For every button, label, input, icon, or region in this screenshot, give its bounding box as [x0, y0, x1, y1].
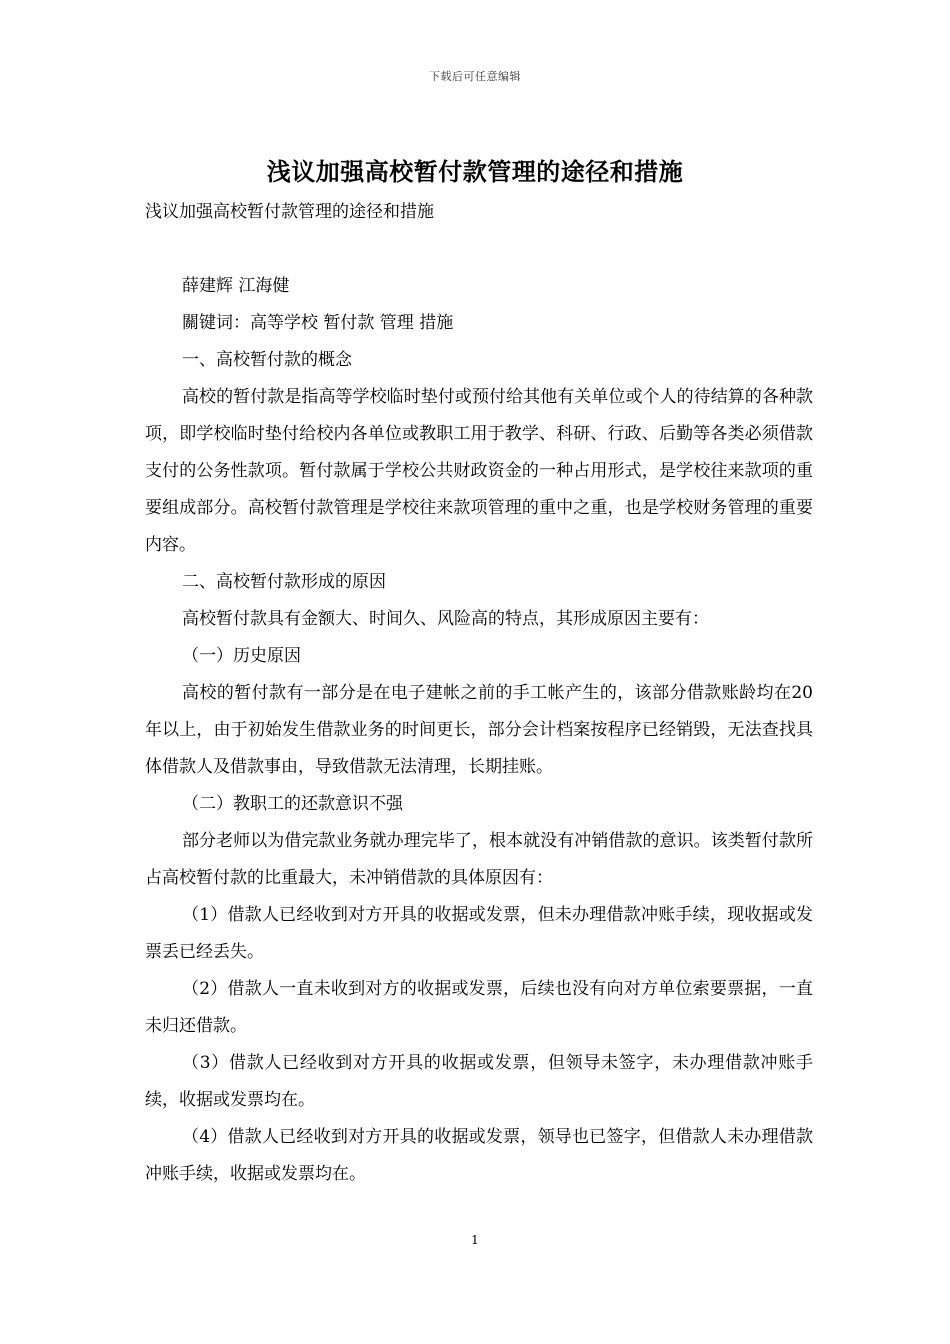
document-body [145, 194, 813, 1193]
paragraph: 高校暂付款具有金额大、时间久、风险高的特点，其形成原因主要有： [182, 609, 709, 629]
paragraph: 高校的暂付款有一部分是在电子建帐之前的手工帐产生的，该部分借款账龄均在20年以上，由于初始发生借款业务的时间更长，部分会计档案按程序已经销毁，无法查找具体借款人及借款事由，导致借款无法清理，长期挂账。 [145, 683, 813, 777]
document-title: 浅议加强高校暂付款管理的途径和措施 [266, 157, 684, 186]
list-item: （3）借款人已经收到对方开具的收据或发票，但领导未签字，未办理借款冲账手续，收据或发票均在。 [145, 1053, 813, 1110]
subsection-heading: （一）历史原因 [182, 646, 301, 666]
list-item: （1）借款人已经收到对方开具的收据或发票，但未办理借款冲账手续，现收据或发票丢已经丢失。 [145, 905, 813, 962]
subsection-heading: （二）教职工的还款意识不强 [182, 794, 403, 814]
keywords: 關键词：高等学校 暂付款 管理 措施 [182, 313, 454, 333]
list-item: （4）借款人已经收到对方开具的收据或发票，领导也已签字，但借款人未办理借款冲账手续，收据或发票均在。 [145, 1127, 813, 1184]
paragraph: 高校的暂付款是指高等学校临时垫付或预付给其他有关单位或个人的待结算的各种款项，即学校临时垫付给校内各单位或教职工用于教学、科研、行政、后勤等各类必须借款支付的公务性款项。暂付款属于学校公共财政资金的一种占用形式，是学校往来款项的重要组成部分。高校暂付款管理是学校往来款项管理的重中之重，也是学校财务管理的重要内容。 [145, 387, 813, 555]
section-heading: 一、高校暂付款的概念 [182, 350, 352, 370]
header-note: 下载后可任意编辑 [429, 70, 521, 83]
authors: 薛建辉 江海健 [182, 276, 290, 296]
section-heading: 二、高校暂付款形成的原因 [182, 572, 386, 592]
page-number: 1 [471, 1233, 479, 1247]
subtitle: 浅议加强高校暂付款管理的途径和措施 [145, 202, 434, 222]
list-item: （2）借款人一直未收到对方的收据或发票，后续也没有向对方单位索要票据，一直未归还借款。 [145, 979, 813, 1036]
paragraph: 部分老师以为借完款业务就办理完毕了，根本就没有冲销借款的意识。该类暂付款所占高校暂付款的比重最大，未冲销借款的具体原因有： [145, 831, 813, 888]
